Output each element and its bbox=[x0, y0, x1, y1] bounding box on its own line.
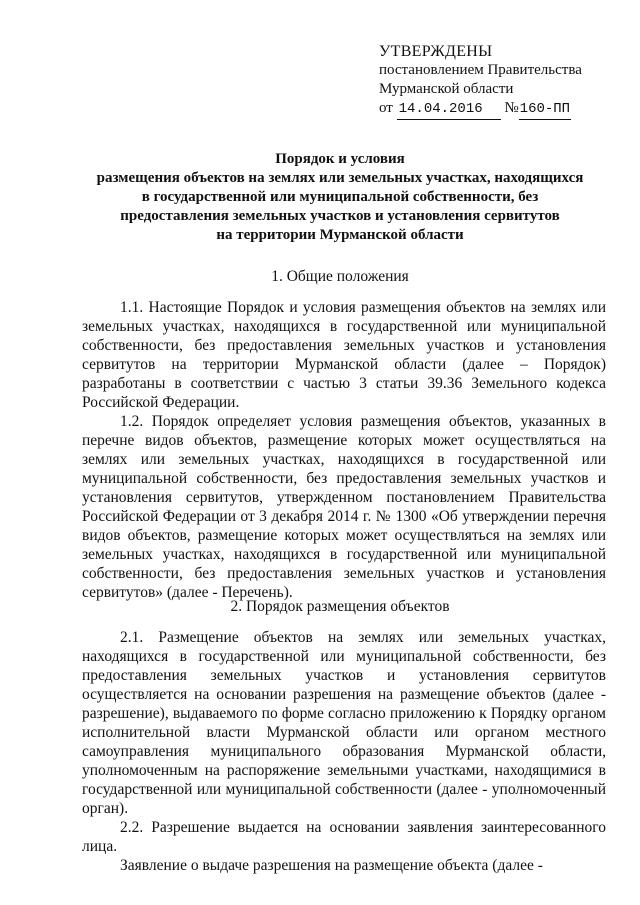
paragraph-2-1: 2.1. Размещение объектов на землях или земельных участках, находящихся в государственной или муниципальной собственности, без предоставления земельных участков и установления сервитутов осуществляется на основании разрешения на размещение объектов (далее - разрешение), выдаваемого по форме согласно приложению к Порядку органом исполнительной власти Мурманской области или органом местного самоуправления муниципального образования Мурманской области, уполномоченным на распоряжение земельными участками, находящимися в государственной или муниципальной собственности (далее - уполномоченный орган). bbox=[82, 629, 606, 817]
title-line: Порядок и условия bbox=[275, 151, 405, 167]
section-2-body bbox=[82, 628, 606, 875]
approval-date: 14.04.2016 bbox=[397, 100, 501, 120]
approval-line-1: постановлением Правительства bbox=[379, 62, 582, 78]
approval-heading: УТВЕРЖДЕНЫ bbox=[379, 43, 493, 60]
approval-line-2: Мурманской области bbox=[379, 81, 514, 97]
paragraph-1-2: 1.2. Порядок определяет условия размещения объектов, указанных в перечне видов объектов, размещение которых может осуществляться на землях или земельных участках, находящихся в государственной или муниципальной собственности, без предоставления земельных участков и установления сервитутов, утвержденном постановлением Правительства Российской Федерации от 3 декабря 2014 г. № 1300 «Об утверждении перечня видов объектов, размещение которых может осуществляться на землях или земельных участках, находящихся в государственной или муниципальной собственности, без предоставления земельных участков и установления сервитутов» (далее - Перечень). bbox=[82, 413, 606, 601]
section-2-heading: 2. Порядок размещения объектов bbox=[230, 598, 450, 615]
document-title bbox=[60, 150, 620, 245]
title-line: предоставления земельных участков и установления сервитутов bbox=[120, 208, 560, 224]
paragraph-2-3: Заявление о выдаче разрешения на размещение объекта (далее - bbox=[120, 857, 543, 874]
section-1-body bbox=[82, 298, 606, 602]
approval-number: 160-ПП bbox=[519, 100, 571, 120]
title-line: размещения объектов на землях или земельных участках, находящихся bbox=[96, 170, 584, 186]
title-line: на территории Мурманской области bbox=[216, 227, 464, 243]
paragraph-2-2: 2.2. Разрешение выдается на основании заявления заинтересованного лица. bbox=[82, 819, 606, 855]
section-1-heading: 1. Общие положения bbox=[271, 268, 409, 285]
paragraph-1-1: 1.1. Настоящие Порядок и условия размещения объектов на землях или земельных участках, находящихся в государственной или муниципальной собственности, без предоставления земельных участков и установления сервитутов на территории Мурманской области (далее – Порядок) разработаны в соответствии с частью 3 статьи 39.36 Земельного кодекса Российской Федерации. bbox=[82, 299, 606, 411]
number-prefix: № bbox=[504, 100, 519, 116]
title-line: в государственной или муниципальной собственности, без bbox=[141, 189, 539, 205]
approval-stamp bbox=[379, 42, 619, 120]
approval-date-line bbox=[379, 99, 619, 120]
date-prefix: от bbox=[379, 100, 393, 116]
